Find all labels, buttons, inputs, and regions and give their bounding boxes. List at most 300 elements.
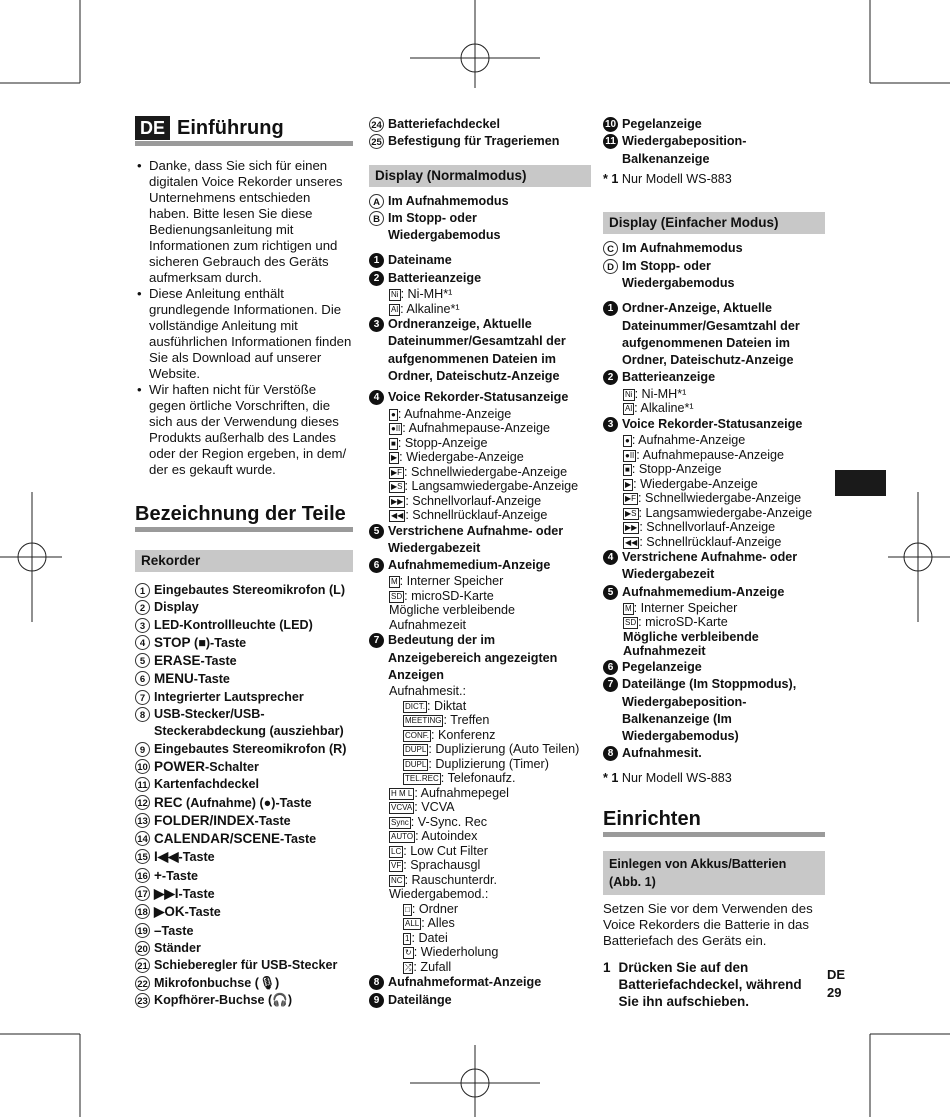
item-text: Batteriefachdeckel <box>388 117 500 131</box>
medium-internal-text: : Interner Speicher <box>399 574 504 589</box>
item-number: 21 <box>135 958 150 973</box>
display-simple-bar: Display (Einfacher Modus) <box>603 212 825 234</box>
page-number: 29 <box>827 985 842 1000</box>
item-text <box>154 741 346 758</box>
indicator-text: : Aufnahmepause-Anzeige <box>636 447 785 462</box>
status-icon: ■ <box>625 465 630 475</box>
item-number: 1 <box>135 583 150 598</box>
item-number: 5 <box>135 653 150 668</box>
scene-icon: CONF. <box>405 730 429 740</box>
parts-list <box>135 582 353 1009</box>
key-name: POWER <box>154 758 206 774</box>
indicator-text: : Aufnahmepause-Anzeige <box>402 421 551 436</box>
parts-item <box>135 975 353 992</box>
item-text <box>154 706 353 741</box>
item-text: Aufnahmesit. <box>622 746 702 761</box>
key-name: ▶OK <box>154 904 185 920</box>
item-suffix: (Aufnahme) (●)-Taste <box>182 795 312 810</box>
indicator-row <box>403 713 591 728</box>
sd-card-icon: SD <box>391 591 403 601</box>
indicator-text: : V-Sync. Rec <box>410 814 488 829</box>
parts-item <box>135 689 353 706</box>
item-number: 3 <box>369 317 384 332</box>
item-suffix: Ständer <box>154 940 201 955</box>
key-name: – <box>154 922 162 938</box>
indicator-row <box>403 728 591 743</box>
item-number: 3 <box>603 417 618 432</box>
indicator-text: : Langsamwiedergabe-Anzeige <box>638 505 813 520</box>
indicator-row <box>389 815 591 830</box>
indicator-text: : Duplizierung (Timer) <box>428 756 549 771</box>
indicator-row <box>623 433 825 448</box>
indicator-row <box>389 800 591 815</box>
status-icon: ●II <box>391 424 401 434</box>
indicator-text: : Zufall <box>413 959 452 974</box>
item-text <box>154 867 198 885</box>
item-number: 7 <box>135 690 150 705</box>
item-suffix: -Taste <box>184 905 221 920</box>
item-suffix: Kartenfachdeckel <box>154 777 259 792</box>
item-text <box>154 617 313 634</box>
indicator-text: : Rauschunterdr. <box>404 872 497 887</box>
item-number: 3 <box>135 618 150 633</box>
item-number: 1 <box>603 301 618 316</box>
item-text: Voice Rekorder-Statusanzeige <box>388 390 569 405</box>
indicator-row <box>389 508 591 523</box>
play-mode-list <box>369 902 591 975</box>
item-number: 2 <box>603 370 618 385</box>
indicator-text: : Wiederholung <box>413 945 499 960</box>
item-text <box>154 940 201 957</box>
indicator-row <box>623 520 825 535</box>
indicator-row <box>403 757 591 772</box>
indicator-text: : Sprachausgl <box>403 858 481 873</box>
item-suffix: Taste <box>161 923 194 938</box>
display-item-2 <box>369 270 591 287</box>
indicator-text: : Schnellwiedergabe-Anzeige <box>404 464 568 479</box>
intro-heading <box>135 116 353 146</box>
footnote: * 1 Nur Modell WS-883 <box>603 770 732 785</box>
status-icon: ■ <box>391 438 396 448</box>
item-text: Pegelanzeige <box>622 659 702 674</box>
simple-item-8 <box>603 745 825 762</box>
item-text: Ordner-Anzeige, Aktuelle Dateinummer/Gesamtzahl der aufgenommenen Dateien im Ordner, Dateischutz-Anzeige <box>622 301 800 368</box>
scene-icon: TEL.REC <box>405 774 439 784</box>
item-text: Dateiname <box>388 253 452 268</box>
simple-item-2 <box>603 369 825 386</box>
item-suffix: -Taste <box>178 850 215 865</box>
footnote: * 1 Nur Modell WS-883 <box>603 171 732 186</box>
item-number: 5 <box>369 524 384 539</box>
scene-icon: DUPL <box>405 745 427 755</box>
item-number: 2 <box>135 600 150 615</box>
mode-letter: C <box>603 241 618 256</box>
play-mode-icon: □ <box>405 904 410 914</box>
battery-insert-bar: Einlegen von Akkus/Batterien (Abb. 1) <box>603 851 825 895</box>
indicator-row <box>389 873 591 888</box>
item-number: 8 <box>369 975 384 990</box>
status-icon: ▶S <box>625 508 637 518</box>
indicator-row <box>403 916 591 931</box>
parts-item <box>135 652 353 670</box>
status-icon: ▶ <box>625 479 632 489</box>
status-icon: ● <box>391 409 396 419</box>
item-text <box>154 582 345 599</box>
indicator-text: : Wiedergabe-Anzeige <box>399 450 524 465</box>
item-suffix: -Taste <box>193 672 230 687</box>
indicator-text: : Alles <box>421 916 455 931</box>
battery-al-text: : Alkaline*¹ <box>400 301 460 316</box>
page-footer <box>827 966 845 1002</box>
footnote-text: Nur Modell WS-883 <box>621 770 732 785</box>
section-tab-marker <box>835 470 886 496</box>
status-list <box>369 407 591 523</box>
intro-bullets <box>135 158 353 478</box>
medium-sd <box>369 589 591 604</box>
display-item-5 <box>369 523 591 558</box>
parts-item <box>135 706 353 741</box>
display-item-1 <box>369 252 591 269</box>
item-number: 6 <box>369 558 384 573</box>
indicator-text: : Stopp-Anzeige <box>631 462 722 477</box>
item-number: 5 <box>603 585 618 600</box>
setup-heading: Einrichten <box>603 807 825 837</box>
medium-internal-text: : Interner Speicher <box>633 600 738 615</box>
item-number: 16 <box>135 868 150 883</box>
status-icon: ● <box>625 436 630 446</box>
item-text <box>154 922 193 940</box>
simple-item-1 <box>603 300 825 369</box>
item-number: 7 <box>369 633 384 648</box>
indicator-text: : Diktat <box>427 698 467 713</box>
item-suffix: Eingebautes Stereomikrofon (L) <box>154 583 346 597</box>
mode-item <box>603 258 825 293</box>
indicator-row <box>403 945 591 960</box>
language-badge: DE <box>135 116 170 140</box>
mode-text: Im Aufnahmemodus <box>388 193 509 208</box>
parts-item <box>135 634 353 652</box>
item-text <box>154 957 337 974</box>
indicator-row <box>389 465 591 480</box>
parts-item <box>135 776 353 793</box>
parts-item <box>135 867 353 885</box>
internal-memory-icon: M <box>625 603 632 613</box>
parts-item <box>135 957 353 974</box>
item-suffix: LED-Kontrollleuchte (LED) <box>154 617 313 632</box>
key-name: FOLDER/INDEX <box>154 812 255 828</box>
status-icon: ◀◀ <box>625 537 638 547</box>
item-suffix: -Taste <box>280 832 317 847</box>
item-text: Dateilänge <box>388 992 452 1007</box>
indicator-text: : Low Cut Filter <box>403 843 488 858</box>
battery-al <box>603 401 825 416</box>
indicator-text: : Duplizierung (Auto Teilen) <box>428 742 580 757</box>
step-1 <box>603 959 803 1010</box>
indicator-text: : Aufnahmepegel <box>414 785 509 800</box>
play-mode-label: Wiedergabemod.: <box>389 887 489 902</box>
mode-text: Im Stopp- oder Wiedergabemodus <box>388 210 501 243</box>
status-icon: ▶S <box>391 482 403 492</box>
display-normal-bar: Display (Normalmodus) <box>369 165 591 187</box>
parts-item <box>135 741 353 758</box>
indicator-icon: NC <box>391 875 403 885</box>
item-number: 6 <box>603 660 618 675</box>
simple-item-4 <box>603 549 825 584</box>
item-suffix: Schieberegler für USB-Stecker <box>154 958 338 973</box>
indicator-row <box>389 407 591 422</box>
parts-item <box>135 992 353 1009</box>
indicator-icon: VF <box>391 861 402 871</box>
sd-card-icon: SD <box>625 618 637 628</box>
parts-item <box>135 599 353 616</box>
rekorder-bar: Rekorder <box>135 550 353 572</box>
indicator-row <box>403 931 591 946</box>
battery-al <box>369 302 591 317</box>
status-icon: ▶▶ <box>625 523 638 533</box>
item-number: 8 <box>603 746 618 761</box>
battery-ni-icon: Ni <box>625 389 633 399</box>
indicator-text: : Schnellvorlauf-Anzeige <box>405 493 542 508</box>
parts-item <box>135 582 353 599</box>
remaining-time: Mögliche verbleibende Aufnahmezeit <box>623 629 759 659</box>
indicator-text: : Schnellvorlauf-Anzeige <box>639 520 776 535</box>
indicator-text: : Wiedergabe-Anzeige <box>633 476 758 491</box>
remaining-time: Mögliche verbleibende Aufnahmezeit <box>389 603 516 632</box>
indicator-row <box>403 960 591 975</box>
item-text <box>154 776 259 793</box>
step-number: 1 <box>603 960 611 976</box>
item-text <box>154 830 316 848</box>
indicator-row <box>623 535 825 550</box>
parts-item <box>135 758 353 776</box>
indicator-row <box>389 844 591 859</box>
item-text: Batterieanzeige <box>388 270 482 285</box>
item-suffix: Display <box>154 600 199 615</box>
item-suffix: -Schalter <box>205 759 259 774</box>
mode-text: Im Aufnahmemodus <box>622 241 743 256</box>
simple-item-7 <box>603 676 825 745</box>
key-name: CALENDAR/SCENE <box>154 831 281 847</box>
item-number: 12 <box>135 795 150 810</box>
indicator-row <box>389 450 591 465</box>
indicator-text: : Aufnahme-Anzeige <box>397 406 512 421</box>
simple-item-5 <box>603 584 825 601</box>
item-text: Befestigung für Trageriemen <box>388 134 560 149</box>
indicator-row <box>389 479 591 494</box>
item-text <box>154 903 221 921</box>
item-number: 14 <box>135 831 150 846</box>
item-text <box>154 689 304 706</box>
medium-internal <box>603 601 825 616</box>
item-text <box>154 992 292 1009</box>
item-suffix: Eingebautes Stereomikrofon (R) <box>154 741 347 756</box>
item-number: 2 <box>369 271 384 286</box>
display-item-8 <box>369 974 591 991</box>
indicator-icon: AUTO <box>391 832 414 842</box>
indicator-row <box>403 742 591 757</box>
item-number: 8 <box>135 707 150 722</box>
display-item-3 <box>369 316 591 385</box>
item-text: Aufnahmemedium-Anzeige <box>388 558 551 573</box>
indicator-row <box>623 506 825 521</box>
item-text <box>154 758 259 776</box>
intro-bullet: • Danke, dass Sie sich für einen digitalen Voice Rekorder unseres Unternehmens entschieden haben. Bitte lesen Sie diese Bedienungsanleitung mit Informationen zum richtigen und sicheren Gebrauch des Geräts aufmerksam durch. <box>135 158 353 286</box>
parts-item <box>135 794 353 812</box>
indicator-row <box>623 477 825 492</box>
mode-item <box>369 210 591 245</box>
item-suffix: -Taste <box>254 813 291 828</box>
item-text: Aufnahmemedium-Anzeige <box>622 584 785 599</box>
indicator-row <box>623 462 825 477</box>
indicator-row <box>403 771 591 786</box>
indicator-row <box>403 902 591 917</box>
status-icon: ▶F <box>625 494 637 504</box>
status-icon: ▶ <box>391 453 398 463</box>
item-text: Verstrichene Aufnahme- oder Wiedergabezeit <box>388 523 564 555</box>
display-item-10 <box>603 116 825 133</box>
indicator-row <box>389 829 591 844</box>
scene-icon: DUPL <box>405 759 427 769</box>
indicator-row <box>389 436 591 451</box>
setup-text: Setzen Sie vor dem Verwenden des Voice Rekorders die Batterie in das Batteriefach des Geräts ein. <box>603 901 813 949</box>
item-text: Dateilänge (Im Stoppmodus), Wiedergabeposition-Balkenanzeige (Im Wiedergabemodus) <box>622 677 797 744</box>
item-text <box>154 599 199 616</box>
parts-item <box>369 133 591 150</box>
mode-letter: A <box>369 194 384 209</box>
parts-item <box>135 617 353 634</box>
item-suffix: -Taste <box>200 654 237 669</box>
item-text: Batterieanzeige <box>622 370 716 385</box>
column-2 <box>369 116 591 1009</box>
footnote-text: Nur Modell WS-883 <box>621 171 732 186</box>
item-suffix: Kopfhörer-Buchse (🎧) <box>154 992 293 1007</box>
battery-ni-text: : Ni-MH*¹ <box>400 287 453 302</box>
battery-ni-icon: Ni <box>391 290 399 300</box>
mode-item <box>603 240 825 257</box>
medium-sd <box>603 615 825 630</box>
item-number: 4 <box>603 550 618 565</box>
indicator-text: : Schnellrücklauf-Anzeige <box>639 534 782 549</box>
item-number: 11 <box>135 777 150 792</box>
indicator-text: : VCVA <box>414 800 455 815</box>
key-name: ▶▶I <box>154 886 179 902</box>
indicator-text: : Datei <box>411 930 448 945</box>
item-number: 6 <box>135 671 150 686</box>
footer-lang: DE <box>827 967 846 982</box>
item-number: 7 <box>603 677 618 692</box>
parts-item <box>135 848 353 866</box>
indicator-row <box>389 858 591 873</box>
key-name: I◀◀ <box>154 849 179 865</box>
parts-item <box>135 812 353 830</box>
item-number: 22 <box>135 976 150 991</box>
item-number: 4 <box>369 390 384 405</box>
indicator-icon: H M L <box>391 788 413 798</box>
battery-al-icon: Al <box>625 404 633 414</box>
key-name: MENU <box>154 671 194 687</box>
indicator-text: : Schnellrücklauf-Anzeige <box>405 508 548 523</box>
play-mode-icon: ALL <box>405 919 420 929</box>
step-text: Drücken Sie auf den Batteriefachdeckel, während Sie ihn aufschieben. <box>618 960 802 1010</box>
key-name: + <box>154 867 162 883</box>
battery-ni <box>369 287 591 302</box>
indicator-icon: VCVA <box>391 803 413 813</box>
indicator-text: : Stopp-Anzeige <box>397 435 488 450</box>
key-name: REC <box>154 794 183 810</box>
parts-item <box>135 670 353 688</box>
indicator-text: : Telefonaufz. <box>440 771 516 786</box>
item-number: 24 <box>369 117 384 132</box>
scene-label: Aufnahmesit.: <box>389 684 467 699</box>
item-text: Ordneranzeige, Aktuelle Dateinummer/Gesamtzahl der aufgenommenen Dateien im Ordner, Dateischutz-Anzeige <box>388 317 566 383</box>
play-mode-icon: ⤮ <box>405 962 412 972</box>
indicator-text: : Langsamwiedergabe-Anzeige <box>404 479 579 494</box>
display-item-9 <box>369 992 591 1009</box>
indicator-text: : Treffen <box>443 713 490 728</box>
mode-letter: B <box>369 211 384 226</box>
display-item-7 <box>369 632 591 684</box>
simple-item-3 <box>603 416 825 433</box>
status-icon: ▶F <box>391 467 403 477</box>
indicator-text: : Ordner <box>411 901 459 916</box>
item-number: 19 <box>135 923 150 938</box>
key-name: STOP <box>154 634 191 650</box>
status-list <box>603 433 825 549</box>
indicator-text: : Schnellwiedergabe-Anzeige <box>638 491 802 506</box>
item-text: Aufnahmeformat-Anzeige <box>388 975 542 990</box>
medium-sd-text: : microSD-Karte <box>638 615 728 630</box>
item-number: 15 <box>135 849 150 864</box>
item-number: 1 <box>369 253 384 268</box>
item-text: Pegelanzeige <box>622 117 702 131</box>
column-1 <box>135 116 353 1009</box>
item-number: 10 <box>135 759 150 774</box>
battery-ni <box>603 387 825 402</box>
parts-item <box>135 903 353 921</box>
item-suffix: -Taste <box>161 868 199 883</box>
display-item-6 <box>369 557 591 574</box>
item-text <box>154 634 246 652</box>
simple-item-6 <box>603 659 825 676</box>
parts-item <box>135 922 353 940</box>
indicator-text: : Konferenz <box>431 727 496 742</box>
item-number: 20 <box>135 941 150 956</box>
item-text <box>154 885 215 903</box>
battery-al-text: : Alkaline*¹ <box>634 401 694 416</box>
scene-icon: MEETING <box>405 716 442 726</box>
item-number: 23 <box>135 993 150 1008</box>
item-suffix: -Taste <box>178 887 215 902</box>
intro-bullet: • Diese Anleitung enthält grundlegende Informationen. Die vollständige Anleitung mit ausführlichen Informationen finden Sie als Download auf unserer Website. <box>135 286 353 382</box>
indicator-icon: Sync <box>391 817 409 827</box>
item-text <box>154 670 230 688</box>
item-number: 13 <box>135 813 150 828</box>
mode-text: Im Stopp- oder Wiedergabemodus <box>622 258 735 290</box>
item-number: 25 <box>369 134 384 149</box>
parts-heading: Bezeichnung der Teile <box>135 502 353 532</box>
intro-bullet: • Wir haften nicht für Verstöße gegen örtliche Vorschriften, die sich aus der Verwendung dieses Produkts außerhalb des Landes oder der Region ergeben, in dem/ der es gekauft wurde. <box>135 382 353 478</box>
indicator-row <box>389 421 591 436</box>
indicator-row <box>623 448 825 463</box>
indicator-row <box>389 494 591 509</box>
column-3 <box>603 116 825 1010</box>
item-number: 4 <box>135 635 150 650</box>
parts-item <box>135 885 353 903</box>
item-suffix: Mikrofonbuchse (🎙) <box>154 975 280 990</box>
item-number: 10 <box>604 119 617 130</box>
status-icon: ◀◀ <box>391 511 404 521</box>
indicator-text: : Aufnahme-Anzeige <box>631 433 746 448</box>
